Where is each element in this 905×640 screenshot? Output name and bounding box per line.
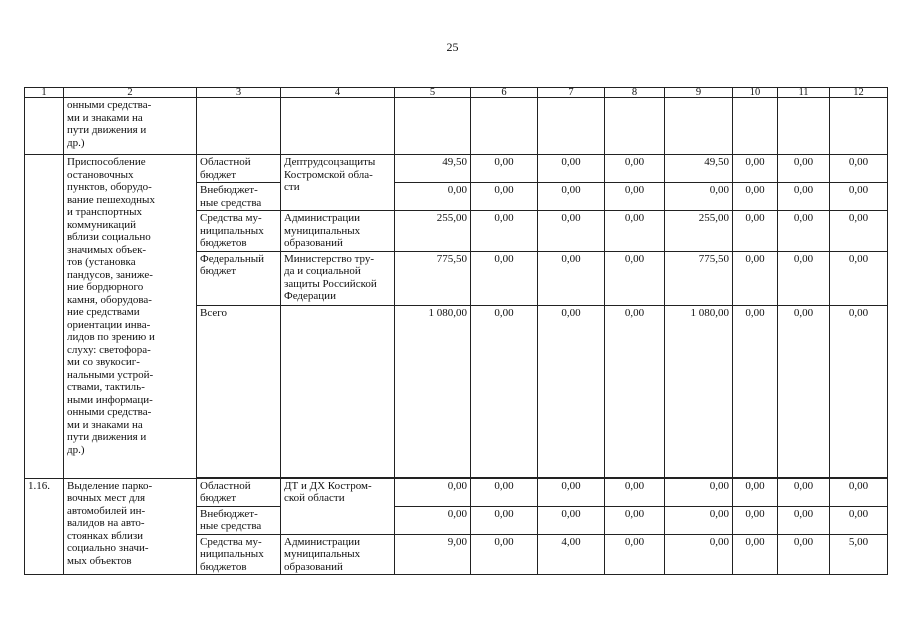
cell	[605, 98, 665, 155]
value-cell: 0,00	[665, 534, 733, 575]
row-number-cell	[25, 155, 64, 479]
column-header: 1	[25, 88, 64, 98]
value-cell: 0,00	[605, 211, 665, 252]
funding-source-cell: Областной бюджет	[197, 478, 281, 506]
value-cell: 0,00	[778, 534, 830, 575]
executor-cell: Министерство тру- да и социальной защиты Российской Федерации	[281, 251, 395, 305]
value-cell: 0,00	[778, 211, 830, 252]
executor-cell: Дептрудсоцзащиты Костромской обла- сти	[281, 155, 395, 211]
executor-cell: Администрации муниципальных образований	[281, 534, 395, 575]
executor-cell: ДТ и ДХ Костром- ской области	[281, 478, 395, 534]
value-cell: 0,00	[733, 251, 778, 305]
table-row	[25, 478, 888, 506]
column-header: 11	[778, 88, 830, 98]
cell	[395, 98, 471, 155]
value-cell: 0,00	[605, 155, 665, 183]
value-cell: 0,00	[605, 534, 665, 575]
value-cell: 0,00	[830, 478, 888, 506]
column-header: 7	[538, 88, 605, 98]
funding-source-cell: Внебюджет- ные средства	[197, 183, 281, 211]
column-header: 8	[605, 88, 665, 98]
value-cell: 0,00	[830, 506, 888, 534]
value-cell: 0,00	[830, 211, 888, 252]
row-number-cell: 1.16.	[25, 478, 64, 575]
value-cell: 255,00	[665, 211, 733, 252]
funding-source-cell: Средства му- ниципальных бюджетов	[197, 534, 281, 575]
value-cell: 0,00	[471, 251, 538, 305]
value-cell: 0,00	[471, 506, 538, 534]
measure-name-cell: Выделение парко- вочных мест для автомобилей ин- валидов на авто- стоянках вблизи социально значи- мых объектов	[64, 478, 197, 575]
measure-name-cell: онными средства- ми и знаками на пути движения и др.)	[64, 98, 197, 155]
value-cell: 0,00	[471, 305, 538, 477]
value-cell: 0,00	[538, 478, 605, 506]
cell	[733, 98, 778, 155]
table-row	[25, 98, 888, 155]
value-cell: 775,50	[395, 251, 471, 305]
column-header: 3	[197, 88, 281, 98]
value-cell: 0,00	[830, 305, 888, 477]
value-cell: 49,50	[395, 155, 471, 183]
value-cell: 255,00	[395, 211, 471, 252]
value-cell: 0,00	[605, 478, 665, 506]
column-header: 12	[830, 88, 888, 98]
value-cell: 775,50	[665, 251, 733, 305]
value-cell: 0,00	[471, 211, 538, 252]
value-cell: 4,00	[538, 534, 605, 575]
column-header: 2	[64, 88, 197, 98]
value-cell: 0,00	[538, 183, 605, 211]
funding-source-cell: Областной бюджет	[197, 155, 281, 183]
value-cell: 0,00	[733, 183, 778, 211]
value-cell: 0,00	[395, 183, 471, 211]
value-cell: 0,00	[605, 183, 665, 211]
funding-source-cell: Федеральный бюджет	[197, 251, 281, 305]
value-cell: 1 080,00	[395, 305, 471, 477]
value-cell: 1 080,00	[665, 305, 733, 477]
column-header: 5	[395, 88, 471, 98]
value-cell: 0,00	[733, 305, 778, 477]
value-cell: 0,00	[538, 506, 605, 534]
funding-source-cell: Всего	[197, 305, 281, 477]
value-cell: 0,00	[471, 534, 538, 575]
budget-table	[24, 87, 888, 575]
value-cell: 0,00	[778, 305, 830, 477]
value-cell: 0,00	[778, 155, 830, 183]
value-cell: 0,00	[733, 534, 778, 575]
cell	[830, 98, 888, 155]
value-cell: 49,50	[665, 155, 733, 183]
value-cell: 0,00	[778, 183, 830, 211]
value-cell: 5,00	[830, 534, 888, 575]
cell	[778, 98, 830, 155]
value-cell: 0,00	[830, 251, 888, 305]
value-cell: 0,00	[733, 211, 778, 252]
value-cell: 0,00	[471, 183, 538, 211]
value-cell: 0,00	[395, 506, 471, 534]
value-cell: 0,00	[538, 251, 605, 305]
value-cell: 0,00	[605, 506, 665, 534]
value-cell: 0,00	[778, 506, 830, 534]
funding-source-cell: Средства му- ниципальных бюджетов	[197, 211, 281, 252]
value-cell: 0,00	[830, 183, 888, 211]
funding-source-cell: Внебюджет- ные средства	[197, 506, 281, 534]
column-header: 4	[281, 88, 395, 98]
value-cell: 0,00	[733, 478, 778, 506]
value-cell: 0,00	[605, 251, 665, 305]
value-cell: 0,00	[471, 478, 538, 506]
value-cell: 0,00	[605, 305, 665, 477]
value-cell: 0,00	[538, 155, 605, 183]
page-number: 25	[446, 40, 459, 54]
column-header: 6	[471, 88, 538, 98]
column-header: 10	[733, 88, 778, 98]
value-cell: 0,00	[778, 251, 830, 305]
value-cell: 0,00	[778, 478, 830, 506]
value-cell: 0,00	[538, 211, 605, 252]
table-row	[25, 155, 888, 183]
value-cell: 0,00	[538, 305, 605, 477]
executor-cell: Администрации муниципальных образований	[281, 211, 395, 252]
value-cell: 0,00	[471, 155, 538, 183]
value-cell: 9,00	[395, 534, 471, 575]
value-cell: 0,00	[733, 155, 778, 183]
column-header: 9	[665, 88, 733, 98]
cell	[471, 98, 538, 155]
executor-cell	[281, 305, 395, 477]
column-number-row	[25, 88, 888, 98]
cell	[281, 98, 395, 155]
value-cell: 0,00	[665, 478, 733, 506]
row-number-cell	[25, 98, 64, 155]
value-cell: 0,00	[733, 506, 778, 534]
measure-name-cell: Приспособление остановочных пунктов, оборудо- вание пешеходных и транспортных коммуникаций вблизи социально значимых объек- тов (установка пандусов, занижe- ние бордюрного камня, оборудова- ние средствами ориентации инва- лидов по зрению и слуху: светофора- ми со звукосиг- нальными устрой- ствами, тактиль- ными информаци- онными средства- ми и знаками на пути движения и др.)	[64, 155, 197, 479]
cell	[197, 98, 281, 155]
value-cell: 0,00	[665, 183, 733, 211]
value-cell: 0,00	[395, 478, 471, 506]
cell	[538, 98, 605, 155]
value-cell: 0,00	[830, 155, 888, 183]
cell	[665, 98, 733, 155]
value-cell: 0,00	[665, 506, 733, 534]
